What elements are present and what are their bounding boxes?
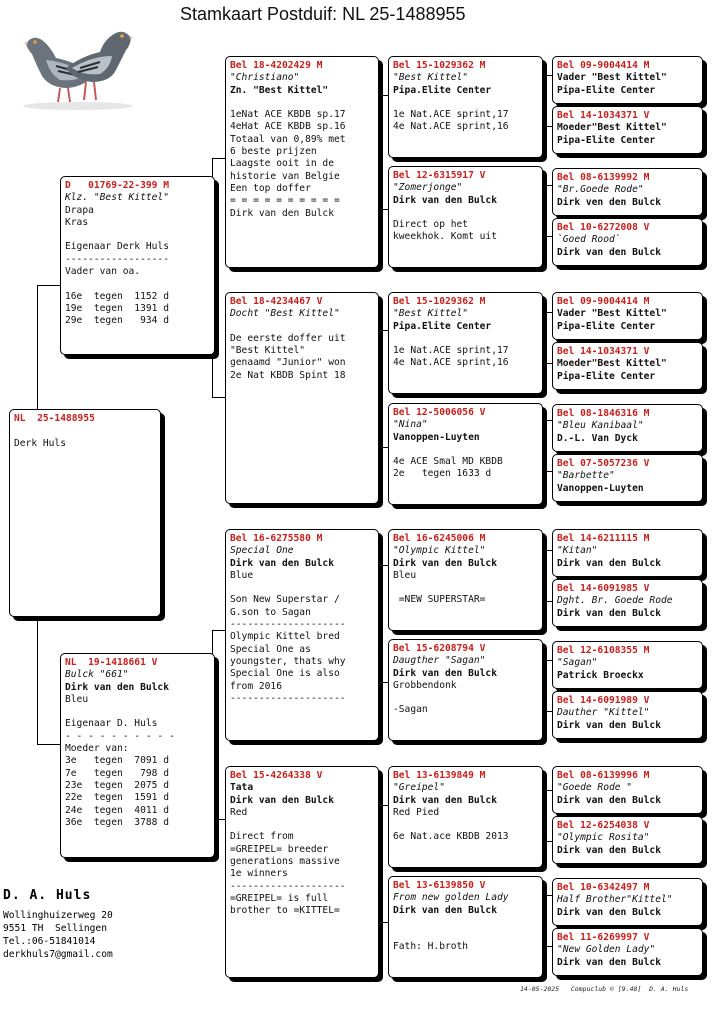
card-line-text [230, 819, 374, 831]
card-line-text [65, 229, 210, 241]
card-line-text: 7e tegen 798 d [65, 767, 169, 779]
sss-card[interactable] [388, 56, 543, 158]
card-line-owner: Zn. "Best Kittel" [230, 84, 329, 96]
card-line-owner: Dirk van den Bulck [557, 607, 661, 619]
pigeon-image [16, 16, 141, 111]
gg-card-1[interactable] [552, 56, 703, 104]
card-line-owner: Vanoppen-Luyten [393, 431, 480, 443]
gg-card-9[interactable] [552, 529, 703, 577]
card-line-owner: Pipa-Elite Center [557, 370, 656, 382]
card-line-text: generations massive [230, 856, 340, 868]
card-line-ring: NL 19-1418661 V [65, 657, 158, 668]
card-line-text: 19e tegen 1391 d [65, 302, 169, 314]
card-line-name: "Kitan" [557, 545, 598, 557]
dam-sire-card[interactable] [225, 529, 379, 741]
card-line-text [230, 97, 374, 109]
card-line-ring: Bel 12-6108355 M [557, 645, 650, 656]
card-line-ring: Bel 13-6139849 M [393, 770, 486, 781]
card-line-text: 1eNat ACE KBDB sp.17 [230, 109, 346, 121]
gg-card-16[interactable] [552, 928, 703, 976]
card-line-text: Bleu [393, 569, 417, 581]
card-line-text [230, 582, 374, 594]
gg-card-15[interactable] [552, 878, 703, 926]
card-line-text [393, 819, 538, 831]
card-line-ring: Bel 07-5057236 V [557, 458, 650, 469]
owner-postcode: 9551 TH Sellingen [3, 923, 107, 934]
gg-card-4[interactable] [552, 218, 703, 266]
sire-card[interactable] [60, 176, 215, 355]
card-line-text: Direct op het [393, 219, 469, 231]
dam-dam-card[interactable] [225, 766, 379, 978]
card-line-text: Drapa [65, 204, 94, 216]
card-line-text: 1e Nat.ACE sprint,17 [393, 109, 509, 121]
card-line-text [393, 582, 538, 594]
card-line-text [393, 333, 538, 345]
card-line-text: = = = = = = = = = = [230, 195, 340, 207]
card-line-text: 16e tegen 1152 d [65, 290, 169, 302]
sds-card[interactable] [388, 292, 543, 394]
card-line-ring: Bel 14-1034371 V [557, 110, 650, 121]
card-line-text: 1e Nat.ACE sprint,17 [393, 345, 509, 357]
card-line-name: "Barbette" [557, 470, 615, 482]
card-line-owner: Pipa.Elite Center [393, 84, 492, 96]
footer-credit: 14-05-2025 Compuclub © [9.48] D. A. Huls [520, 985, 689, 993]
card-line-owner: D.-L. Van Dyck [557, 432, 638, 444]
card-line-text: Son New Superstar / [230, 594, 340, 606]
sdd-card[interactable] [388, 403, 543, 505]
card-line-text [393, 929, 538, 941]
card-line-text: =GREIPEL= is full [230, 892, 329, 904]
card-line-text: Laagste ooit in de [230, 158, 334, 170]
card-line-text: brother to =KITTEL= [230, 905, 340, 917]
ssd-card[interactable] [388, 166, 543, 268]
card-line-owner: Pipa-Elite Center [557, 134, 656, 146]
card-line-name: Klz. "Best Kittel" [65, 192, 169, 204]
card-line-text: 23e tegen 2075 d [65, 779, 169, 791]
card-line-text: 6e Nat.ace KBDB 2013 [393, 831, 509, 843]
card-line-text: Eigenaar Derk Huls [65, 241, 169, 253]
card-line-ring: NL 25-1488955 [14, 413, 95, 424]
gg-card-13[interactable] [552, 766, 703, 814]
dds-card[interactable] [388, 766, 543, 868]
card-line-ring: Bel 15-6208794 V [393, 643, 486, 654]
card-line-text: genaamd "Junior" won [230, 357, 346, 369]
card-line-name: "Sagan" [557, 657, 598, 669]
card-line-name: "Christiano" [230, 72, 300, 84]
card-line-owner: Tata [230, 782, 254, 794]
card-line-owner: Pipa-Elite Center [557, 320, 656, 332]
card-line-owner: Dirk van den Bulck [557, 246, 661, 258]
card-line-ring: Bel 16-6275580 M [230, 533, 323, 544]
card-line-text [393, 207, 538, 219]
card-line-owner: Dirk van den Bulck [393, 794, 497, 806]
gg-card-14[interactable] [552, 816, 703, 864]
card-line-ring: Bel 16-6245006 M [393, 533, 486, 544]
gg-card-12[interactable] [552, 691, 703, 739]
card-line-text: De eerste doffer uit [230, 332, 346, 344]
card-line-text: Special One is also [230, 668, 340, 680]
card-line-name: Half Brother"Kittel" [557, 894, 673, 906]
card-line-ring: Bel 14-6091989 V [557, 695, 650, 706]
card-line-text: - - - - - - - - - - [65, 730, 175, 742]
card-line-owner: Dirk van den Bulck [393, 904, 497, 916]
card-line-name: "Olympic Kittel" [393, 545, 486, 557]
card-line-owner: Dirk van den Bulck [557, 844, 661, 856]
card-line-text: Fath: H.broth [393, 941, 469, 953]
card-line-owner: Dirk van den Bulck [393, 557, 497, 569]
card-line-ring: Bel 18-4202429 M [230, 60, 323, 71]
card-line-name: "Best Kittel" [393, 72, 469, 84]
gg-card-10[interactable] [552, 579, 703, 627]
card-line-owner: Dirk van den Bulck [230, 557, 334, 569]
card-line-text: 4e Nat.ACE sprint,16 [393, 121, 509, 133]
card-line-name: "Best Kittel" [393, 308, 469, 320]
card-line-ring: Bel 12-6315917 V [393, 170, 486, 181]
gg-card-7[interactable] [552, 404, 703, 452]
page-title: Stamkaart Postduif: NL 25-1488955 [180, 4, 466, 24]
card-line-text: kweekhok. Komt uit [393, 231, 497, 243]
dsd-card[interactable] [388, 639, 543, 741]
gg-card-6[interactable] [552, 342, 703, 390]
sire-sire-card[interactable] [225, 56, 379, 268]
card-line-text: -------------------- [230, 880, 346, 892]
card-line-text: Red Pied [393, 806, 440, 818]
card-line-owner: Dirk van den Bulck [557, 956, 661, 968]
card-line-text: =GREIPEL= breeder [230, 843, 329, 855]
card-line-text: Derk Huls [14, 437, 66, 449]
card-line-ring: Bel 08-1846316 M [557, 408, 650, 419]
card-line-owner: Dirk van den Bulck [557, 906, 661, 918]
gg-card-11[interactable] [552, 641, 703, 689]
card-line-name: "Zomerjonge" [393, 182, 463, 194]
card-line-name: Bulck "661" [65, 669, 129, 681]
card-line-name: Dght. Br. Goede Rode [557, 595, 673, 607]
owner-email[interactable]: derkhuls7@gmail.com [3, 949, 113, 960]
card-line-owner: Vader "Best Kittel" [557, 308, 667, 320]
card-line-text: Red [230, 806, 248, 818]
card-line-owner: Pipa.Elite Center [393, 320, 492, 332]
owner-address: Wollinghuizerweg 20 [3, 910, 113, 921]
card-line-owner: Vanoppen-Luyten [557, 482, 644, 494]
card-line-text [230, 321, 374, 333]
card-line-text: 4e ACE Smal MD KBDB [393, 456, 503, 468]
card-line-owner: Dirk van den Bulck [557, 794, 661, 806]
subject-card[interactable] [9, 409, 161, 617]
card-line-ring: Bel 08-6139992 M [557, 172, 650, 183]
card-line-text [14, 425, 156, 437]
card-line-text: Special One as [230, 643, 311, 655]
card-line-owner: Dirk van den Bulck [65, 681, 169, 693]
card-line-name: Daugther "Sagan" [393, 655, 486, 667]
sire-dam-card[interactable] [225, 292, 379, 504]
card-line-owner: Pipa-Elite Center [557, 84, 656, 96]
card-line-text: historie van Belgie [230, 170, 340, 182]
card-line-text: Totaal van 0,89% met [230, 133, 346, 145]
card-line-owner: Moeder"Best Kittel" [557, 122, 667, 134]
card-line-owner: Dirk van den Bulck [557, 557, 661, 569]
card-line-name: Dauther "Kittel" [557, 707, 650, 719]
card-line-name: "Br.Goede Rode" [557, 184, 644, 196]
card-line-text: -------------------- [230, 692, 346, 704]
card-line-ring: Bel 12-5006056 V [393, 407, 486, 418]
card-line-text: Moeder van: [65, 743, 129, 755]
card-line-text [393, 97, 538, 109]
card-line-text: =NEW SUPERSTAR= [393, 594, 486, 606]
card-line-name: `Goed Rood` [557, 234, 621, 246]
card-line-text: 22e tegen 1591 d [65, 792, 169, 804]
card-line-text: 2e tegen 1633 d [393, 468, 492, 480]
card-line-text: 2e Nat KBDB Spint 18 [230, 369, 346, 381]
card-line-name: "Goede Rode " [557, 782, 633, 794]
owner-phone: Tel.:06-51841014 [3, 936, 96, 947]
card-line-ring: Bel 12-6254038 V [557, 820, 650, 831]
card-line-text: Een top doffer [230, 182, 311, 194]
card-line-ring: Bel 09-9004414 M [557, 296, 650, 307]
card-line-name: "Bleu Kanibaal" [557, 420, 644, 432]
card-line-ring: Bel 10-6342497 M [557, 882, 650, 893]
card-line-text: youngster, thats why [230, 655, 346, 667]
card-line-text: Direct from [230, 831, 294, 843]
card-line-text [65, 278, 210, 290]
card-line-text: 4eHat ACE KBDB sp.16 [230, 121, 346, 133]
card-line-text: Grobbendonk [393, 679, 457, 691]
card-line-name: "Olympic Rosita" [557, 832, 650, 844]
card-line-text: 1e winners [230, 868, 288, 880]
card-line-ring: Bel 14-6091985 V [557, 583, 650, 594]
card-line-owner: Dirk van den Bulck [393, 194, 497, 206]
card-line-owner: Patrick Broeckx [557, 669, 644, 681]
card-line-text: Blue [230, 569, 254, 581]
card-line-text: Kras [65, 216, 89, 228]
card-line-ring: Bel 08-6139996 M [557, 770, 650, 781]
card-line-owner: Moeder"Best Kittel" [557, 358, 667, 370]
card-line-owner: Dirk van den Bulck [230, 794, 334, 806]
gg-card-5[interactable] [552, 292, 703, 340]
ddd-card[interactable] [388, 876, 543, 978]
card-line-ring: Bel 14-1034371 V [557, 346, 650, 357]
card-line-ring: Bel 15-4264338 V [230, 770, 323, 781]
card-line-text: 36e tegen 3788 d [65, 816, 169, 828]
card-line-text: G.son to Sagan [230, 606, 311, 618]
card-line-name: "Nina" [393, 419, 428, 431]
card-line-ring: D 01769-22-399 M [65, 180, 169, 191]
card-line-text: Bleu [65, 693, 89, 705]
card-line-text: 29e tegen 934 d [65, 315, 169, 327]
card-line-name: Special One [230, 545, 294, 557]
gg-card-3[interactable] [552, 168, 703, 216]
card-line-text [65, 706, 210, 718]
card-line-ring: Bel 15-1029362 M [393, 60, 486, 71]
dss-card[interactable] [388, 529, 543, 631]
gg-card-8[interactable] [552, 454, 703, 502]
card-line-text: Olympic Kittel bred [230, 631, 340, 643]
card-line-text: 3e tegen 7091 d [65, 755, 169, 767]
card-line-ring: Bel 11-6269997 V [557, 932, 650, 943]
card-line-text: ------------------ [65, 253, 169, 265]
card-line-text [393, 692, 538, 704]
owner-name: D. A. Huls [3, 888, 92, 903]
card-line-ring: Bel 13-6139850 V [393, 880, 486, 891]
card-line-ring: Bel 10-6272008 V [557, 222, 650, 233]
card-line-text: -------------------- [230, 619, 346, 631]
card-line-name: Docht "Best Kittel" [230, 308, 340, 320]
card-line-name: From new golden Lady [393, 892, 509, 904]
owner-info [3, 888, 113, 961]
card-line-text: Dirk van den Bulck [230, 207, 334, 219]
card-line-text: "Best Kittel" [230, 345, 306, 357]
card-line-text [393, 444, 538, 456]
card-line-text: 6 beste prijzen [230, 146, 317, 158]
card-line-text: 24e tegen 4011 d [65, 804, 169, 816]
card-line-owner: Dirk van den Bulck [557, 719, 661, 731]
card-line-ring: Bel 09-9004414 M [557, 60, 650, 71]
card-line-ring: Bel 18-4234467 V [230, 296, 323, 307]
card-line-text [393, 917, 538, 929]
card-line-ring: Bel 15-1029362 M [393, 296, 486, 307]
card-line-text: -Sagan [393, 704, 428, 716]
card-line-owner: Vader "Best Kittel" [557, 72, 667, 84]
card-line-owner: Dirk ven den Bulck [557, 196, 661, 208]
card-line-ring: Bel 14-6211115 M [557, 533, 650, 544]
gg-card-2[interactable] [552, 106, 703, 154]
card-line-owner: Dirk van den Bulck [393, 667, 497, 679]
card-line-text: from 2016 [230, 680, 282, 692]
dam-card[interactable] [60, 653, 215, 858]
card-line-name: "Greipel" [393, 782, 445, 794]
card-line-text: 4e Nat.ACE sprint,16 [393, 357, 509, 369]
card-line-name: "New Golden Lady" [557, 944, 656, 956]
card-line-text: Vader van oa. [65, 266, 141, 278]
card-line-text: Eigenaar D. Huls [65, 718, 158, 730]
